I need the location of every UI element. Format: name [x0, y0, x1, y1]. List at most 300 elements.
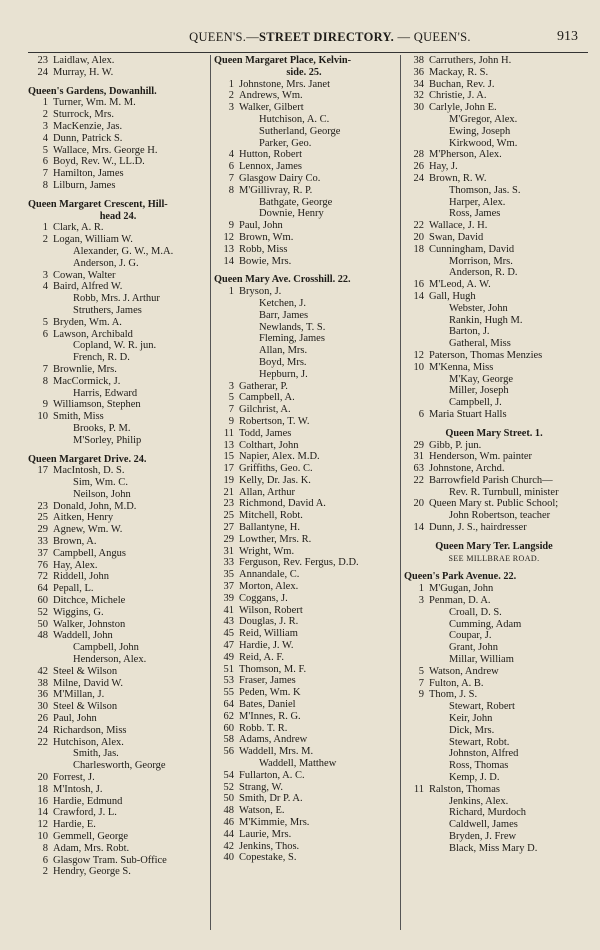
house-number: 45	[223, 628, 234, 640]
house-number: 34	[413, 78, 424, 90]
directory-entry	[28, 340, 208, 352]
resident-name: Sturrock, Mrs.	[53, 109, 114, 121]
resident-name: Campbell, J.	[449, 397, 502, 409]
house-number: 5	[418, 665, 424, 677]
resident-name: Gatheral, Miss	[449, 338, 511, 350]
directory-entry	[28, 666, 208, 678]
directory-entry	[28, 583, 208, 595]
resident-name: Stewart, Robt.	[449, 736, 510, 748]
resident-name: M'Sorley, Philip	[73, 434, 142, 446]
house-number: 50	[223, 793, 234, 805]
resident-name: Miller, Joseph	[449, 385, 509, 397]
house-number: 5	[42, 144, 48, 156]
resident-name: Lilburn, James	[53, 179, 116, 191]
directory-entry	[28, 689, 208, 701]
resident-name: Donald, John, M.D.	[53, 500, 137, 512]
directory-entry	[28, 571, 208, 583]
section-gap	[28, 192, 208, 199]
directory-entry	[214, 381, 394, 393]
resident-name: Dunn, Patrick S.	[53, 132, 123, 144]
directory-entry	[404, 689, 584, 701]
directory-entry	[214, 357, 394, 369]
directory-entry	[214, 546, 394, 558]
directory-entry	[28, 305, 208, 317]
resident-name: Queen Mary st. Public School;	[429, 498, 559, 510]
house-number: 30	[413, 102, 424, 114]
resident-name: Watson, E.	[239, 805, 285, 817]
resident-name: Clark, A. R.	[53, 222, 104, 234]
resident-name: Dunn, J. S., hairdresser	[429, 522, 527, 534]
street-heading: Queen Margaret Drive. 24.	[28, 453, 147, 465]
resident-name: M'Pherson, Alex.	[429, 149, 502, 161]
resident-name: Wright, Wm.	[239, 545, 295, 557]
house-number: 3	[42, 120, 48, 132]
house-number: 9	[228, 415, 234, 427]
directory-entry	[214, 333, 394, 345]
directory-entry	[28, 713, 208, 725]
directory-entry	[214, 208, 394, 220]
resident-name: Ketchen, J.	[259, 297, 306, 309]
house-number: 32	[413, 90, 424, 102]
directory-entry	[404, 607, 584, 619]
directory-entry	[404, 138, 584, 150]
header-left: QUEEN'S.	[189, 30, 247, 44]
directory-entry	[214, 475, 394, 487]
house-number: 18	[413, 243, 424, 255]
resident-name: Ross, Thomas	[449, 760, 509, 772]
section-gap	[404, 421, 584, 428]
street-heading: Queen's Park Avenue. 22.	[404, 571, 517, 583]
resident-name: Logan, William W.	[53, 234, 133, 246]
directory-entry	[28, 536, 208, 548]
resident-name: Caldwell, James	[449, 819, 518, 831]
directory-entry	[404, 522, 584, 534]
directory-entry	[404, 291, 584, 303]
directory-entry	[214, 711, 394, 723]
directory-entry	[214, 569, 394, 581]
resident-name: Ballantyne, H.	[239, 522, 300, 534]
street-heading: Queen's Gardens, Dowanhill.	[28, 85, 157, 97]
resident-name: Richard, Murdoch	[449, 807, 526, 819]
directory-entry	[28, 866, 208, 878]
house-number: 6	[418, 408, 424, 420]
directory-entry	[404, 55, 584, 67]
resident-name: Turner, Wm. M. M.	[53, 97, 136, 109]
directory-entry	[28, 831, 208, 843]
directory-entry	[28, 843, 208, 855]
directory-entry	[214, 185, 394, 197]
house-number: 36	[413, 66, 424, 78]
house-number: 12	[413, 349, 424, 361]
house-number: 51	[223, 663, 234, 675]
house-number: 2	[42, 109, 48, 121]
directory-entry	[404, 173, 584, 185]
street-heading: head 24.	[99, 210, 137, 222]
directory-entry	[214, 173, 394, 185]
house-number: 48	[37, 630, 48, 642]
house-number: 11	[223, 427, 234, 439]
directory-entry	[214, 463, 394, 475]
directory-entry	[214, 298, 394, 310]
directory-entry	[214, 746, 394, 758]
house-number: 3	[228, 380, 234, 392]
resident-name: Richardson, Miss	[53, 724, 127, 736]
directory-entry	[214, 616, 394, 628]
street-heading: Queen Mary Ter. Langside	[435, 540, 553, 552]
directory-entry	[404, 409, 584, 421]
resident-name: Brownlie, Mrs.	[53, 363, 117, 375]
directory-entry	[28, 317, 208, 329]
resident-name: Walker, Gilbert	[239, 102, 304, 114]
resident-name: Walker, Johnston	[53, 618, 126, 630]
directory-entry	[404, 338, 584, 350]
house-number: 24	[37, 724, 48, 736]
resident-name: Smith, Jas.	[73, 748, 119, 760]
directory-entry	[404, 807, 584, 819]
resident-name: Johnstone, Archd.	[429, 463, 505, 475]
directory-entry	[28, 156, 208, 168]
section-gap	[28, 447, 208, 454]
directory-entry	[404, 475, 584, 487]
house-number: 7	[228, 404, 234, 416]
directory-entry	[404, 161, 584, 173]
directory-entry	[404, 197, 584, 209]
resident-name: Neilson, John	[73, 488, 131, 500]
house-number: 49	[223, 651, 234, 663]
house-number: 11	[413, 783, 424, 795]
directory-entry	[28, 411, 208, 423]
directory-entry	[404, 725, 584, 737]
directory-entry	[28, 281, 208, 293]
resident-name: Gall, Hugh	[429, 290, 476, 302]
house-number: 35	[223, 569, 234, 581]
directory-entry	[404, 90, 584, 102]
resident-name: Ferguson, Rev. Fergus, D.D.	[239, 557, 359, 569]
resident-name: Waddell, John	[53, 630, 113, 642]
directory-entry	[404, 748, 584, 760]
directory-entry	[28, 796, 208, 808]
directory-entry	[214, 220, 394, 232]
house-number: 6	[42, 156, 48, 168]
house-number: 9	[42, 399, 48, 411]
directory-entry	[28, 352, 208, 364]
directory-entry	[404, 256, 584, 268]
house-number: 3	[228, 102, 234, 114]
resident-name: Lowther, Mrs. R.	[239, 533, 312, 545]
house-number: 72	[37, 571, 48, 583]
resident-name: Hardie, E.	[53, 819, 96, 831]
resident-name: Forrest, J.	[53, 772, 95, 784]
house-number: 29	[37, 524, 48, 536]
house-number: 62	[223, 710, 234, 722]
resident-name: Parker, Geo.	[259, 137, 312, 149]
house-number: 2	[42, 866, 48, 878]
directory-entry	[214, 770, 394, 782]
resident-name: Fulton, A. B.	[429, 677, 484, 689]
house-number: 10	[37, 831, 48, 842]
directory-entry	[28, 109, 208, 121]
directory-entry	[28, 678, 208, 690]
directory-entry	[28, 477, 208, 489]
resident-name: Brown, A.	[53, 536, 97, 548]
house-number: 12	[37, 819, 48, 831]
resident-name: Brown, Wm.	[239, 231, 294, 243]
directory-entry	[404, 843, 584, 855]
house-number: 28	[413, 149, 424, 161]
resident-name: Cumming, Adam	[449, 618, 522, 630]
directory-entry	[214, 126, 394, 138]
directory-entry	[404, 819, 584, 831]
directory-entry	[214, 758, 394, 770]
house-number: 20	[413, 498, 424, 510]
header-dash: —	[394, 30, 414, 44]
directory-entry	[404, 114, 584, 126]
house-number: 8	[42, 842, 48, 854]
resident-name: Ralston, Thomas	[429, 783, 500, 795]
directory-entry	[404, 487, 584, 499]
resident-name: Hamilton, James	[53, 168, 124, 180]
directory-entry	[214, 675, 394, 687]
house-number: 44	[223, 828, 234, 840]
house-number: 14	[223, 255, 234, 267]
house-number: 60	[223, 722, 234, 734]
directory-entry	[214, 687, 394, 699]
directory-entry	[214, 522, 394, 534]
house-number: 2	[42, 234, 48, 246]
directory-entry	[28, 180, 208, 192]
page-number: 913	[557, 29, 578, 44]
resident-name: M'Intosh, J.	[53, 783, 103, 795]
directory-entry	[404, 760, 584, 772]
directory-entry	[214, 593, 394, 605]
resident-name: Lennox, James	[239, 161, 302, 173]
directory-entry	[28, 168, 208, 180]
directory-entry	[214, 428, 394, 440]
house-number: 53	[223, 675, 234, 687]
house-number: 15	[223, 451, 234, 463]
resident-name: Adams, Andrew	[239, 734, 308, 746]
directory-entry	[214, 114, 394, 126]
resident-name: Henderson, Alex.	[73, 654, 147, 666]
house-number: 4	[42, 281, 48, 293]
house-number: 1	[228, 78, 234, 90]
house-number: 26	[37, 713, 48, 725]
house-number: 29	[223, 533, 234, 545]
directory-entry	[404, 362, 584, 374]
directory-entry	[214, 782, 394, 794]
resident-name: Reid, A. F.	[239, 651, 284, 663]
directory-entry	[28, 364, 208, 376]
house-number: 42	[223, 840, 234, 852]
resident-name: Barrowfield Parish Church—	[429, 474, 553, 486]
resident-name: Anderson, J. G.	[73, 257, 139, 269]
resident-name: Thomson, M. F.	[239, 663, 307, 675]
directory-entry	[214, 149, 394, 161]
directory-entry	[28, 737, 208, 749]
directory-entry	[214, 416, 394, 428]
directory-entry	[28, 642, 208, 654]
house-number: 25	[223, 510, 234, 522]
street-heading: Queen Margaret Place, Kelvin-	[214, 55, 352, 66]
directory-entry	[404, 713, 584, 725]
directory-entry	[404, 451, 584, 463]
house-number: 37	[37, 547, 48, 559]
directory-entry	[214, 310, 394, 322]
directory-entry	[404, 303, 584, 315]
resident-name: Kirkwood, Wm.	[449, 137, 518, 149]
house-number: 7	[42, 168, 48, 180]
resident-name: Campbell, Angus	[53, 547, 126, 559]
directory-entry	[214, 557, 394, 569]
directory-entry	[404, 831, 584, 843]
directory-entry	[28, 501, 208, 513]
resident-name: Robertson, T. W.	[239, 415, 310, 427]
house-number: 39	[223, 592, 234, 604]
resident-name: Dick, Mrs.	[449, 724, 495, 736]
directory-entry	[28, 560, 208, 572]
resident-name: Gemmell, George	[53, 831, 129, 842]
house-number: 33	[223, 557, 234, 569]
directory-entry	[404, 385, 584, 397]
directory-entry	[214, 734, 394, 746]
house-number: 13	[223, 243, 234, 255]
directory-entry	[404, 232, 584, 244]
directory-entry	[28, 595, 208, 607]
resident-name: Thom, J. S.	[429, 689, 478, 701]
directory-entry	[28, 619, 208, 631]
resident-name: Black, Miss Mary D.	[449, 842, 538, 854]
resident-name: Laurie, Mrs.	[239, 828, 292, 840]
directory-entry	[214, 852, 394, 864]
resident-name: M'Kenna, Miss	[429, 361, 494, 373]
house-number: 8	[42, 375, 48, 387]
directory-entry	[28, 388, 208, 400]
directory-entry	[214, 392, 394, 404]
resident-name: Robb, Miss	[239, 243, 288, 255]
resident-name: Rankin, Hugh M.	[449, 314, 523, 326]
resident-name: Croall, D. S.	[449, 606, 502, 618]
resident-name: MacCormick, J.	[53, 375, 121, 387]
resident-name: Coupar, J.	[449, 630, 492, 642]
resident-name: Cunningham, David	[429, 243, 515, 255]
directory-entry	[28, 760, 208, 772]
directory-entry	[28, 784, 208, 796]
resident-name: Hardie, Edmund	[53, 795, 123, 807]
resident-name: Struthers, James	[73, 304, 142, 316]
resident-name: Robb. T. R.	[239, 722, 288, 734]
directory-entry	[214, 440, 394, 452]
resident-name: Newlands, T. S.	[259, 321, 326, 333]
house-number: 54	[223, 769, 234, 781]
resident-name: Smith, Miss	[53, 411, 104, 423]
directory-entry	[28, 222, 208, 234]
house-number: 38	[37, 677, 48, 689]
resident-name: Henderson, Wm. painter	[429, 451, 533, 463]
resident-name: Campbell, A.	[239, 392, 295, 404]
directory-entry	[214, 197, 394, 209]
house-number: 6	[228, 161, 234, 173]
directory-entry	[404, 701, 584, 713]
resident-name: M'Innes, R. G.	[239, 710, 301, 722]
resident-name: Penman, D. A.	[429, 595, 491, 607]
directory-entry	[28, 97, 208, 109]
directory-entry	[214, 841, 394, 853]
resident-name: Anderson, R. D.	[449, 267, 518, 279]
directory-entry	[28, 489, 208, 501]
resident-name: Kemp, J. D.	[449, 772, 500, 784]
resident-name: Laidlaw, Alex.	[53, 55, 115, 66]
resident-name: Annandale, C.	[239, 569, 300, 581]
directory-entry	[214, 79, 394, 91]
directory-entry	[214, 699, 394, 711]
resident-name: Coggans, J.	[239, 592, 288, 604]
resident-name: Boyd, Mrs.	[259, 356, 307, 368]
house-number: 38	[413, 55, 424, 66]
header-right: QUEEN'S.	[413, 30, 471, 44]
house-number: 14	[413, 290, 424, 302]
house-number: 60	[37, 595, 48, 607]
house-number: 33	[37, 536, 48, 548]
house-number: 22	[413, 220, 424, 232]
resident-name: Napier, Alex. M.D.	[239, 451, 320, 463]
resident-name: Christie, J. A.	[429, 90, 487, 102]
house-number: 29	[413, 439, 424, 451]
resident-name: Baird, Alfred W.	[53, 281, 123, 293]
house-number: 37	[223, 581, 234, 593]
directory-entry	[28, 819, 208, 831]
house-number: 2	[228, 90, 234, 102]
resident-name: Wilson, Robert	[239, 604, 303, 616]
resident-name: Campbell, John	[73, 642, 139, 654]
header-rule	[28, 52, 588, 53]
resident-name: Cowan, Walter	[53, 269, 116, 281]
directory-entry	[214, 161, 394, 173]
house-number: 36	[37, 689, 48, 701]
house-number: 24	[37, 66, 48, 78]
resident-name: Strang, W.	[239, 781, 284, 793]
directory-entry	[404, 79, 584, 91]
resident-name: M'Gugan, John	[429, 583, 494, 595]
resident-name: M'Millan, J.	[53, 689, 105, 701]
resident-name: Swan, David	[429, 231, 484, 243]
resident-name: Morton, Alex.	[239, 581, 299, 593]
resident-name: Kelly, Dr. Jas. K.	[239, 474, 311, 486]
resident-name: Gilchrist, A.	[239, 404, 291, 416]
house-number: 52	[223, 781, 234, 793]
resident-name: Millar, William	[449, 654, 514, 666]
house-number: 14	[413, 522, 424, 534]
directory-entry	[404, 440, 584, 452]
directory-entry	[214, 581, 394, 593]
house-number: 1	[228, 286, 234, 298]
directory-entry	[28, 465, 208, 477]
resident-name: Alexander, G. W., M.A.	[73, 245, 174, 257]
house-number: 5	[228, 392, 234, 404]
resident-name: Waddell, Mrs. M.	[239, 746, 314, 758]
resident-name: Maria Stuart Halls	[429, 408, 507, 420]
resident-name: Carruthers, John H.	[429, 55, 512, 66]
resident-name: Downie, Henry	[259, 208, 324, 220]
directory-entry	[28, 399, 208, 411]
resident-name: Lawson, Archibald	[53, 328, 133, 340]
directory-entry	[214, 829, 394, 841]
directory-entry	[404, 149, 584, 161]
resident-name: Murray, H. W.	[53, 66, 114, 78]
resident-name: Waddell, Matthew	[259, 758, 337, 770]
directory-entry	[28, 121, 208, 133]
directory-entry	[28, 67, 208, 79]
directory-entry	[28, 548, 208, 560]
